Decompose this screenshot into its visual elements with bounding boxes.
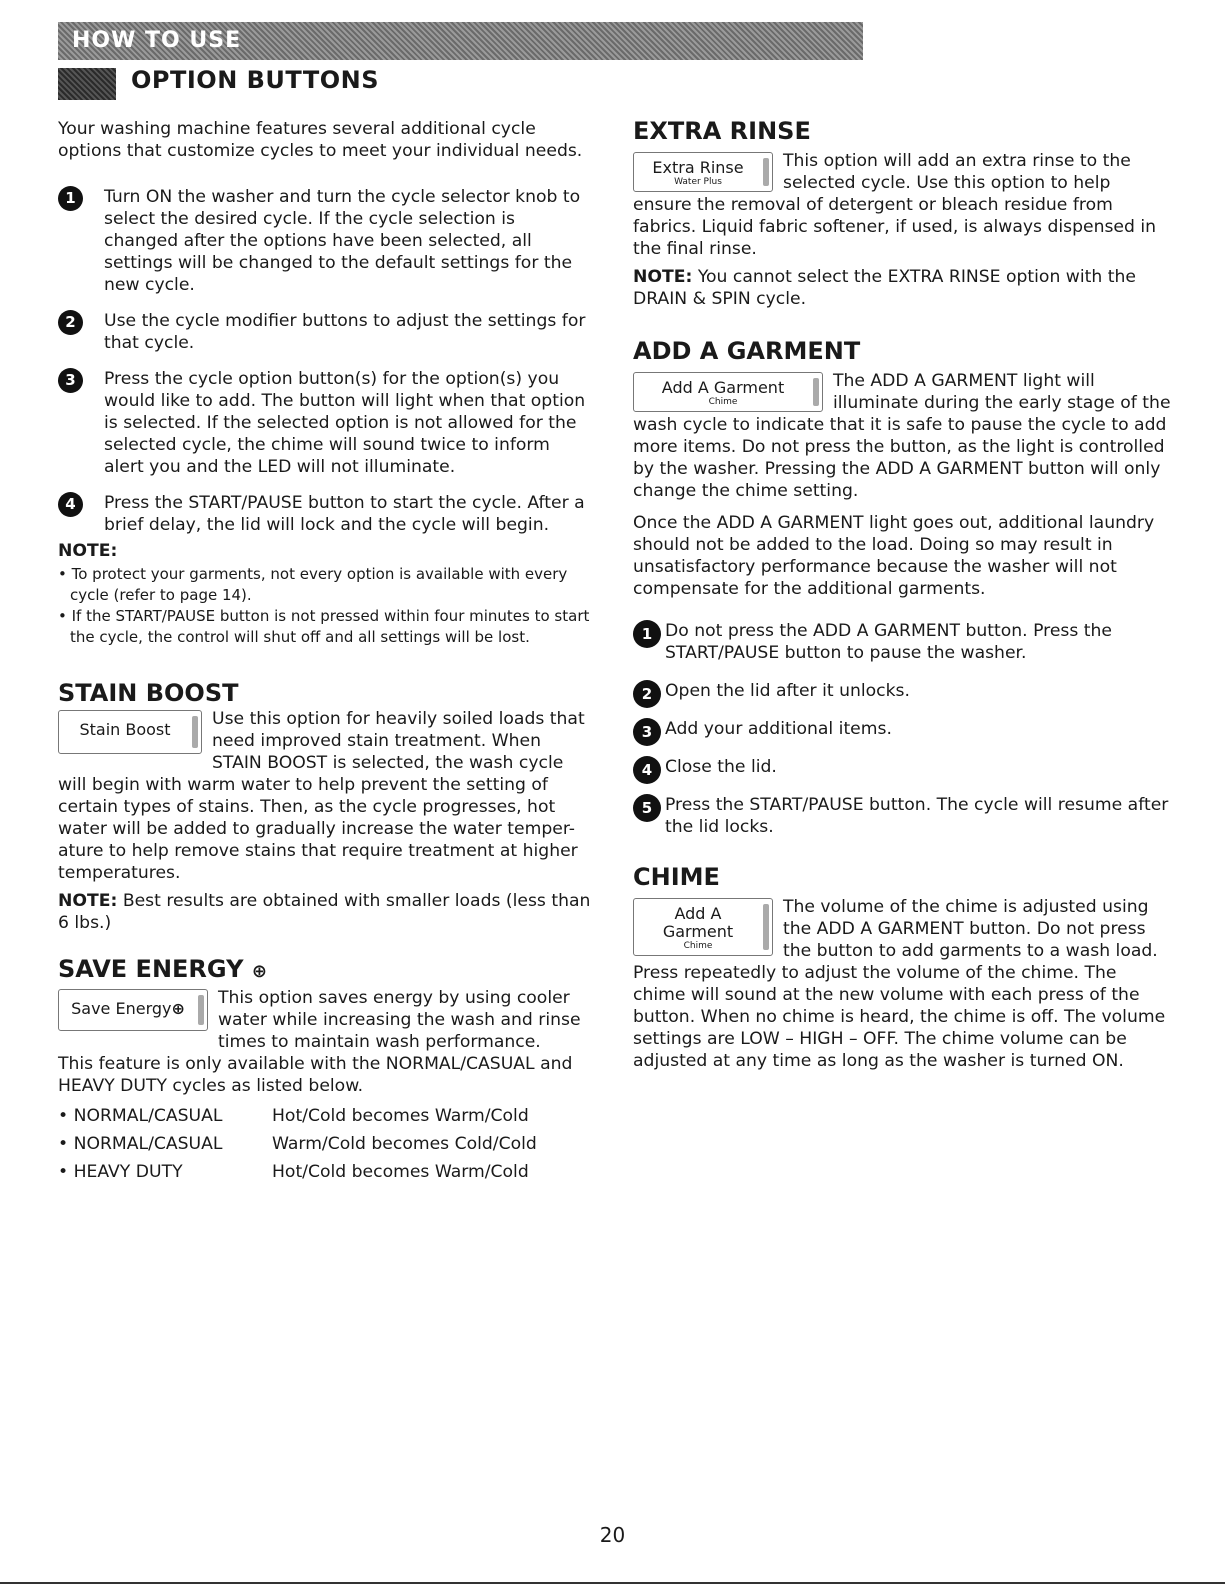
button-label: Stain Boost	[79, 720, 171, 739]
extra-rinse-section	[633, 116, 1173, 310]
step-text: Press the START/PAUSE button to start the cycle. After a brief delay, the lid will lock and the cycle will begin.	[104, 493, 585, 535]
step-number-icon: 4	[58, 492, 83, 517]
step-number-icon: 1	[633, 620, 661, 648]
add-garment-section	[633, 336, 1173, 838]
button-label: Add A Garment	[662, 904, 734, 941]
button-label: Extra Rinse	[652, 158, 744, 177]
step-number-icon: 4	[633, 756, 661, 784]
extra-rinse-heading: EXTRA RINSE	[633, 117, 811, 145]
plus-circle-icon: ⊕	[171, 999, 185, 1018]
chime-section	[633, 862, 1173, 1072]
save-energy-text: This option saves energy by using cooler water while increasing the wash and rinse times to maintain wash performance.	[218, 988, 581, 1052]
cycle-cell: • NORMAL/CASUAL	[58, 1134, 223, 1154]
bottom-rule	[0, 1582, 1225, 1584]
garment-step-4	[633, 756, 1173, 778]
button-sublabel: Water Plus	[674, 177, 722, 187]
step-2	[58, 310, 593, 354]
plus-circle-icon: ⊕	[251, 961, 267, 982]
right-column	[633, 116, 1173, 1072]
step-text: Use the cycle modifier buttons to adjust the settings for that cycle.	[104, 311, 586, 353]
garment-step-2	[633, 680, 1173, 702]
button-label: Save Energy	[71, 999, 172, 1018]
chime-heading: CHIME	[633, 863, 720, 891]
step-text: Open the lid after it unlocks.	[665, 681, 910, 701]
extra-rinse-text: This option will add an extra rinse to the selected cycle. Use this option to help ensure the removal of detergent or bleach residue from fabrics. Liquid fabric softener, if used, is always dispensed in the final rinse.	[633, 151, 1157, 259]
note-item: • If the START/PAUSE button is not pressed within four minutes to start the cycle, the control will shut off and all settings will be lost.	[58, 607, 590, 646]
step-1	[58, 186, 593, 296]
save-energy-heading: SAVE ENERGY ⊕	[58, 955, 267, 983]
save-energy-section	[58, 954, 593, 1183]
step-text: Press the cycle option button(s) for the option(s) you would like to add. The button will light when that option is selected. If the selected option is not allowed for the selected cycle, the chime will sound twice to inform alert you and the LED will not illuminate.	[104, 369, 586, 477]
garment-step-3	[633, 718, 1173, 740]
title-marker	[58, 68, 116, 100]
step-text: Turn ON the washer and turn the cycle selector knob to select the desired cycle. If the cycle selection is changed after the options have been selected, all settings will be changed to the default settings for the new cycle.	[104, 187, 581, 295]
note-text: Best results are obtained with smaller loads (less than 6 lbs.)	[58, 891, 591, 933]
banner-title: HOW TO USE	[72, 28, 242, 53]
note-text: You cannot select the EXTRA RINSE option with the DRAIN & SPIN cycle.	[633, 267, 1136, 309]
step-4	[58, 492, 593, 536]
page-title: OPTION BUTTONS	[131, 66, 379, 94]
note-label: NOTE:	[58, 541, 118, 561]
step-number-icon: 3	[633, 718, 661, 746]
stain-boost-heading: STAIN BOOST	[58, 679, 239, 707]
note-label: NOTE:	[633, 267, 693, 287]
intro-text: Your washing machine features several additional cycle options that customize cycles to meet your individual needs.	[58, 119, 583, 161]
step-number-icon: 1	[58, 186, 83, 211]
cycle-cell: • HEAVY DUTY	[58, 1162, 183, 1182]
effect-cell: Hot/Cold becomes Warm/Cold	[272, 1106, 529, 1126]
effect-cell: Warm/Cold becomes Cold/Cold	[272, 1134, 537, 1154]
step-text: Close the lid.	[665, 757, 777, 777]
cycle-cell: • NORMAL/CASUAL	[58, 1106, 223, 1126]
add-garment-text-2: Once the ADD A GARMENT light goes out, additional laundry should not be added to the load. Doing so may result in unsatisfactory performance because the washer will not compensate for the additional garments.	[633, 513, 1155, 599]
section-banner	[58, 22, 863, 60]
extra-rinse-button	[633, 152, 773, 192]
save-energy-button	[58, 989, 208, 1031]
save-energy-text-2: This feature is only available with the NORMAL/CASUAL and HEAVY DUTY cycles as listed below.	[58, 1054, 573, 1096]
save-energy-table	[58, 1105, 593, 1183]
step-text: Do not press the ADD A GARMENT button. Press the START/PAUSE button to pause the washer.	[665, 621, 1113, 663]
step-number-icon: 5	[633, 794, 661, 822]
stain-boost-note	[58, 890, 593, 934]
add-garment-heading: ADD A GARMENT	[633, 337, 861, 365]
step-number-icon: 3	[58, 368, 83, 393]
stain-boost-text: Use this option for heavily soiled loads that need improved stain treatment. When STAIN BOOST is selected, the wash cycle will begin with warm water to help prevent the setting of certain types of stains. Then, as the cycle progresses, hot water will be added to gradually increase the water temper-ature to help remove stains that require treatment at higher temperatures.	[58, 709, 585, 883]
step-3	[58, 368, 593, 478]
add-garment-text: The ADD A GARMENT light will illuminate during the early stage of the wash cycle to indicate that it is safe to pause the cycle to add more items. Do not press the button, as the light is controlled by the washer. Pressing the ADD A GARMENT button will only change the chime setting.	[633, 371, 1171, 501]
effect-cell: Hot/Cold becomes Warm/Cold	[272, 1162, 529, 1182]
garment-step-1	[633, 620, 1173, 664]
note-item: • To protect your garments, not every option is available with every cycle (refer to page 14).	[58, 565, 568, 604]
extra-rinse-note	[633, 266, 1173, 310]
button-sublabel: Chime	[683, 941, 713, 951]
step-text: Add your additional items.	[665, 719, 892, 739]
note-label: NOTE:	[58, 891, 118, 911]
button-sublabel: Chime	[708, 397, 738, 407]
chime-button	[633, 898, 773, 956]
step-number-icon: 2	[58, 310, 83, 335]
add-garment-button	[633, 372, 823, 412]
page-number: 20	[599, 1523, 626, 1547]
button-label: Add A Garment	[661, 378, 785, 397]
chime-text: The volume of the chime is adjusted using the ADD A GARMENT button. Do not press the button to add garments to a wash load. Press repeatedly to adjust the volume of the chime. The chime will sound at the new volume with each press of the button. When no chime is heard, the chime is off. The volume settings are LOW – HIGH – OFF. The chime volume can be adjusted at any time as long as the washer is turned ON.	[633, 897, 1166, 1071]
garment-step-5	[633, 794, 1173, 838]
stain-boost-section	[58, 678, 593, 934]
left-column	[58, 118, 593, 1183]
stain-boost-button	[58, 710, 202, 754]
step-text: Press the START/PAUSE button. The cycle will resume after the lid locks.	[665, 795, 1169, 837]
step-number-icon: 2	[633, 680, 661, 708]
